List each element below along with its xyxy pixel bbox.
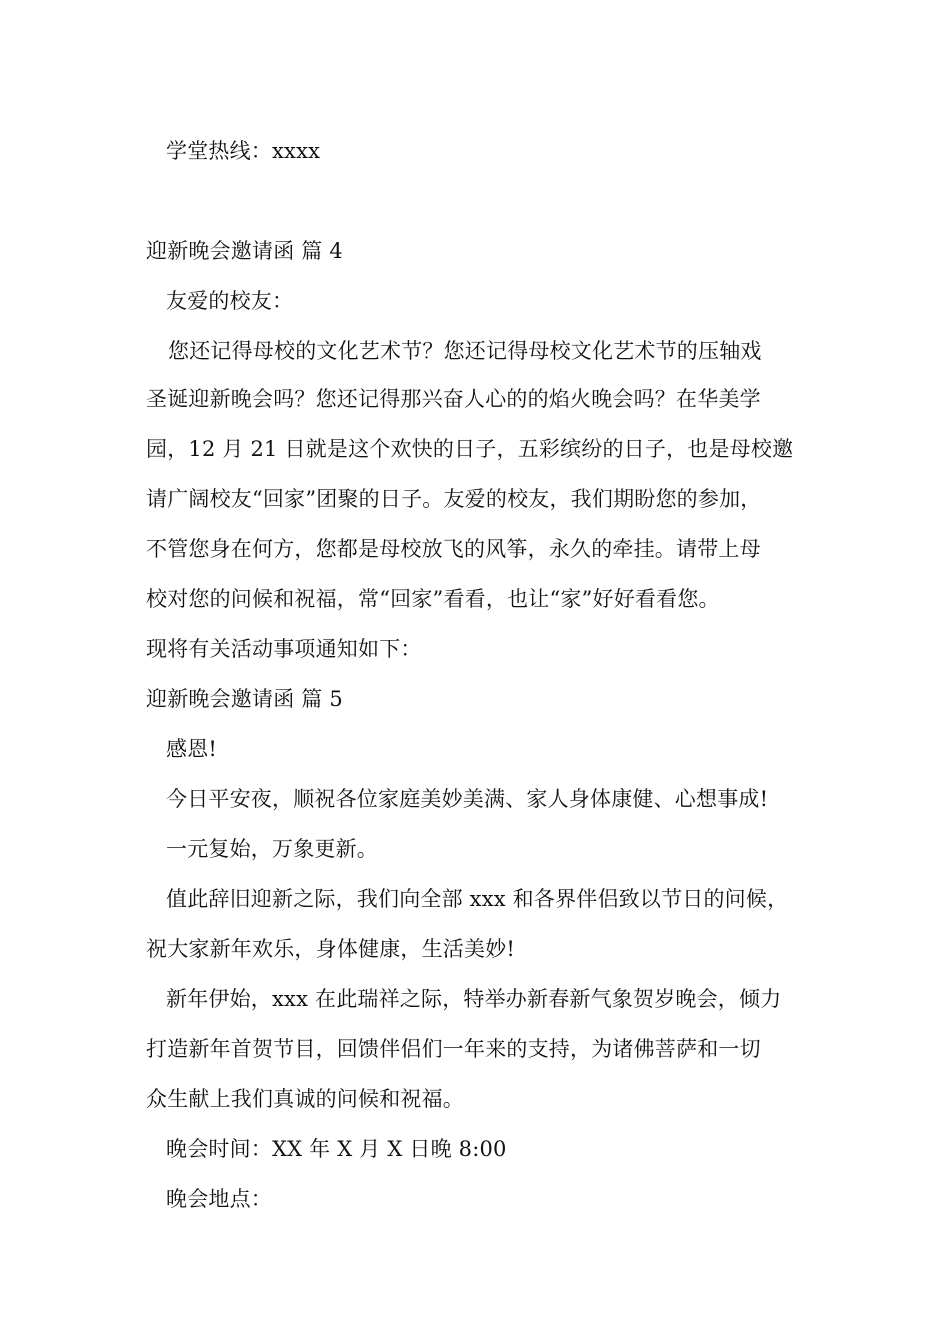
section-4-body-line: 现将有关活动事项通知如下： — [146, 637, 422, 661]
event-time: 晚会时间：XX 年 X 月 X 日晚 8:00 — [166, 1137, 507, 1161]
section-5-paragraph-line: 众生献上我们真诚的问候和祝福。 — [146, 1087, 464, 1111]
section-4-body-line: 请广阔校友“回家”团聚的日子。友爱的校友，我们期盼您的参加， — [146, 487, 762, 511]
section-4-body-line: 圣诞迎新晚会吗？您还记得那兴奋人心的的焰火晚会吗？在华美学 — [146, 387, 761, 411]
section-5-paragraph-line: 新年伊始，xxx 在此瑞祥之际，特举办新春新气象贺岁晚会，倾力 — [166, 987, 782, 1011]
section-4-body-line: 园，12 月 21 日就是这个欢快的日子，五彩缤纷的日子，也是母校邀 — [146, 437, 794, 461]
section-5-heading: 迎新晚会邀请函 篇 5 — [146, 687, 343, 711]
section-5-paragraph: 感恩! — [166, 737, 218, 761]
section-5-paragraph-line: 祝大家新年欢乐，身体健康，生活美妙! — [146, 937, 516, 961]
section-4-body-line: 不管您身在何方，您都是母校放飞的风筝，永久的牵挂。请带上母 — [146, 537, 761, 561]
section-4-body-line: 校对您的问候和祝福，常“回家”看看，也让“家”好好看看您。 — [146, 587, 720, 611]
section-5-paragraph: 一元复始，万象更新。 — [166, 837, 378, 861]
section-5-paragraph-line: 值此辞旧迎新之际，我们向全部 xxx 和各界伴侣致以节日的问候， — [166, 887, 789, 911]
section-5-paragraph-line: 打造新年首贺节目，回馈伴侣们一年来的支持，为诸佛菩萨和一切 — [146, 1037, 761, 1061]
section-4-body-line: 您还记得母校的文化艺术节？您还记得母校文化艺术节的压轴戏 — [168, 339, 762, 363]
event-place: 晚会地点： — [166, 1187, 272, 1211]
section-4-heading: 迎新晚会邀请函 篇 4 — [146, 239, 343, 263]
hotline-text: 学堂热线：xxxx — [166, 139, 321, 163]
section-5-paragraph: 今日平安夜，顺祝各位家庭美妙美满、家人身体康健、心想事成! — [166, 787, 769, 811]
section-4-greeting: 友爱的校友： — [166, 289, 294, 313]
